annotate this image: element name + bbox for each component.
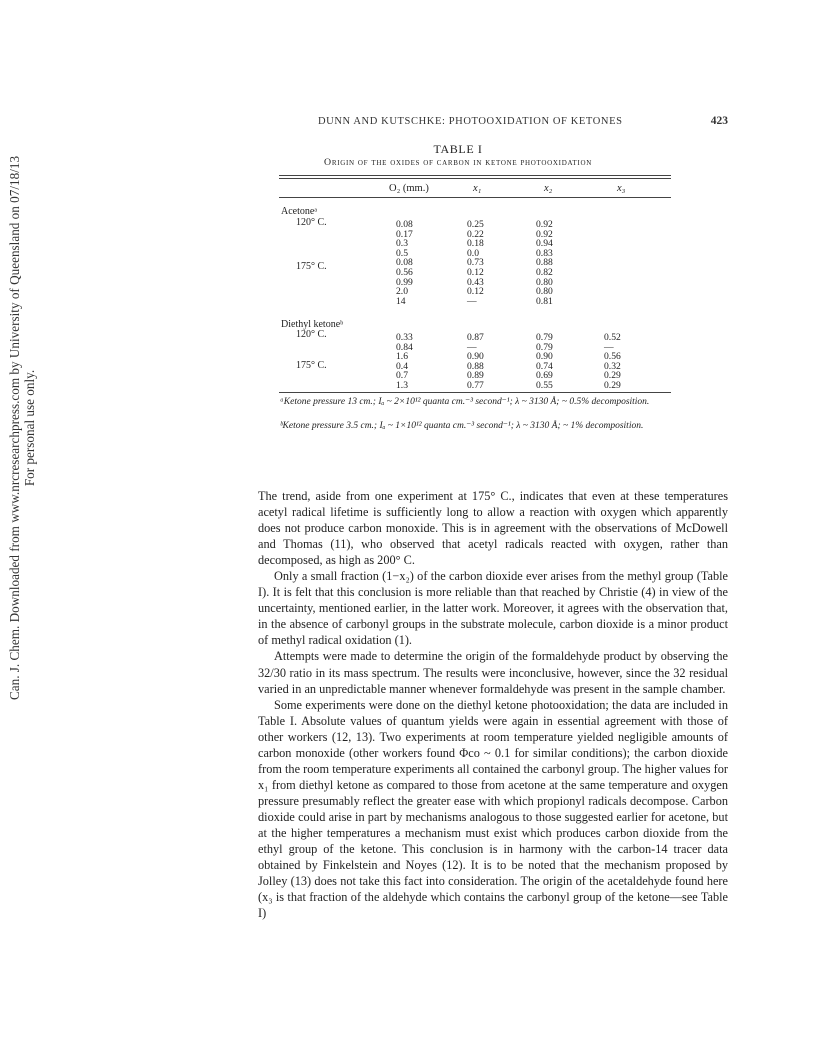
- temp-label: 120° C.: [296, 217, 327, 228]
- table-label: TABLE I: [433, 142, 483, 156]
- body-text: [258, 488, 728, 921]
- table-column-x3: 0.52 — 0.56 0.32 0.29 0.29: [604, 332, 621, 391]
- column-header-x3: x₃: [617, 183, 626, 194]
- paragraph: Some experiments were done on the diethyl ketone photooxidation; the data are included in Table I. Absolute values of quantum yields were again in essential agreement with those of other workers (12, 13). Two experiments at room temperature yielded negligible amounts of carbon monoxide (other workers found Φco ~ 0.1 for similar conditions); the carbon dioxide from the room temperature experiments all contained the carbonyl group. The higher values for x₁ from diethyl ketone as compared to those from acetone at the same temperature and oxygen pressure presumably reflect the greater ease with which propionyl radicals decompose. Carbon dioxide could arise in part by mechanisms analogous to those suggested earlier for acetone, but at the higher temperatures a mechanism must exist which produces carbon dioxide from the ethyl group of the ketone. This conclusion is in harmony with the carbon-14 tracer data obtained by Finkelstein and Noyes (12). It is to be noted that the mechanism proposed by Jolley (13) does not take this fact into consideration. The origin of the acetaldehyde found here (x₃ is that fraction of the aldehyde which contains the carbonyl group of the ketone—see Table I): [258, 697, 728, 921]
- paragraph: The trend, aside from one experiment at 175° C., indicates that even at these temperatures acetyl radical lifetime is sufficiently long to allow a reaction with oxygen which apparently does not produce carbon monoxide. This is in agreement with the observations of McDowell and Thomas (11), who observed that acetyl radicals reacted with oxygen, rather than decomposed, as high as 200° C.: [258, 489, 728, 568]
- group-label-acetone: Acetoneᵃ: [281, 206, 318, 217]
- table-column-x1: 0.25 0.22 0.18 0.0 0.73 0.12 0.43 0.12 —: [467, 219, 484, 307]
- table-top-rule: [279, 175, 671, 176]
- table-column-x1: 0.87 — 0.90 0.88 0.89 0.77: [467, 332, 484, 391]
- table-column-x2: 0.92 0.92 0.94 0.83 0.88 0.82 0.80 0.80 0.81: [536, 219, 553, 307]
- running-header: [318, 116, 728, 127]
- temp-label: 175° C.: [296, 261, 327, 272]
- column-header-o2: O₂ (mm.): [389, 183, 429, 194]
- page-number: 423: [710, 115, 728, 127]
- table-header-rule: [279, 197, 671, 198]
- table-column-x2: 0.79 0.79 0.90 0.74 0.69 0.55: [536, 332, 553, 391]
- watermark-line-1: Can. J. Chem. Downloaded from www.nrcresearchpress.com by University of Queensland on 07/18/13: [7, 155, 22, 701]
- column-header-x2: x₂: [544, 183, 553, 194]
- table-footnote-a: ᵃKetone pressure 13 cm.; Iₐ ~ 2×10¹² quanta cm.⁻³ second⁻¹; λ ~ 3130 Å; ~ 0.5% decomposition.: [280, 397, 650, 407]
- table-column-o2: 0.08 0.17 0.3 0.5 0.08 0.56 0.99 2.0 14: [396, 219, 413, 307]
- download-watermark: [0, 0, 44, 1053]
- watermark-line-2: For personal use only.: [22, 369, 37, 487]
- column-header-x1: x₁: [473, 183, 482, 194]
- table-column-o2: 0.33 0.84 1.6 0.4 0.7 1.3: [396, 332, 413, 391]
- temp-label: 175° C.: [296, 360, 327, 371]
- table-bottom-rule: [279, 392, 671, 393]
- table-title: Origin of the oxides of carbon in ketone photooxidation: [324, 157, 592, 168]
- table-top-rule-2: [279, 178, 671, 179]
- temp-label: 120° C.: [296, 329, 327, 340]
- group-label-diethyl-ketone: Diethyl ketoneᵇ: [281, 319, 344, 330]
- paragraph: Only a small fraction (1−x₂) of the carbon dioxide ever arises from the methyl group (Table I). It is felt that this conclusion is more reliable than that reached by Christie (4) in view of the uncertainty, mentioned earlier, in the latter work. Moreover, it agrees with the observation that, in the absence of carbonyl groups in the substrate molecule, carbon dioxide is a minor product of methyl radical oxidation (1).: [258, 569, 728, 648]
- table-footnote-b: ᵇKetone pressure 3.5 cm.; Iₐ ~ 1×10¹² quanta cm.⁻³ second⁻¹; λ ~ 3130 Å; ~ 1% decomposition.: [280, 421, 644, 431]
- running-title: DUNN AND KUTSCHKE: PHOTOOXIDATION OF KETONES: [318, 116, 623, 127]
- paragraph: Attempts were made to determine the origin of the formaldehyde product by observing the 32/30 ratio in its mass spectrum. The results were inconclusive, however, since the 32 residual varied in an unpredictable manner whenever formaldehyde was present in the sample chamber.: [258, 649, 728, 696]
